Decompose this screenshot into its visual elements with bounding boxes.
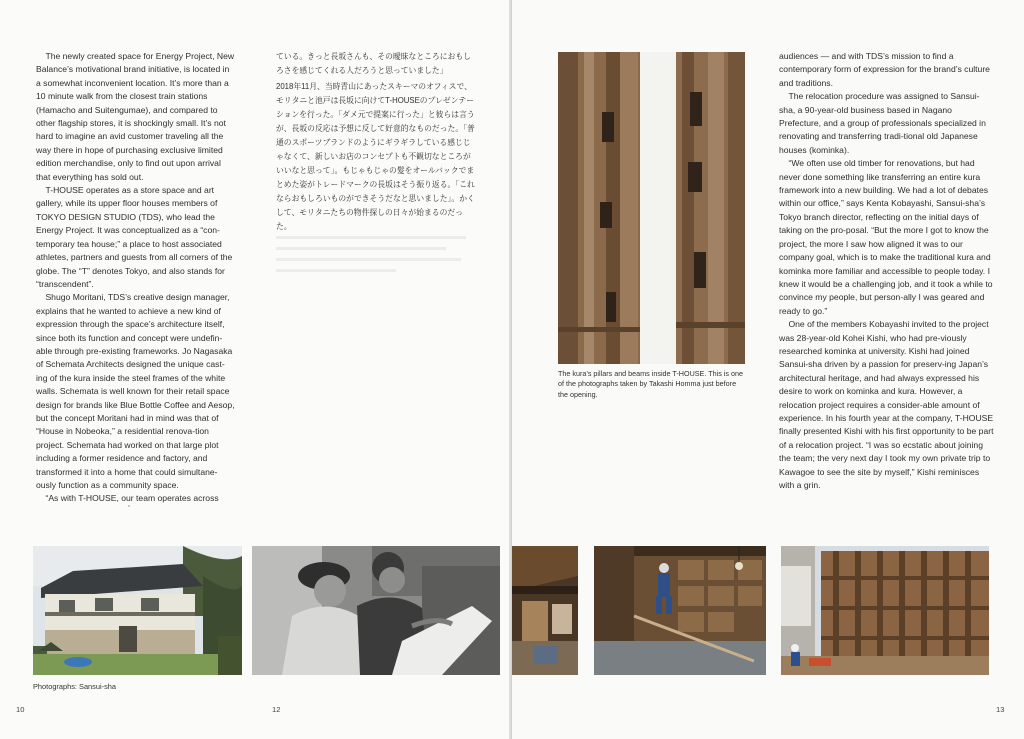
- paragraph: audiences — and with TDS’s mission to find a contemporary form of expression for the brand’s culture and traditions.: [779, 51, 990, 88]
- photo-carpenters-working: [252, 546, 500, 675]
- page-number: 12: [272, 705, 281, 714]
- photo-kura-pillars: [558, 52, 745, 364]
- photo-kura-frame-exterior: [781, 546, 989, 675]
- carpenters-image: [252, 546, 500, 675]
- photo-caption: The kura’s pillars and beams inside T-HOUSE. This is one of the photographs taken by Takashi Homma just before the opening.: [558, 369, 743, 399]
- photo-old-warehouse: [33, 546, 242, 675]
- show-through-text: [276, 228, 476, 277]
- paragraph: One of the members Kobayashi invited to the project was 28-year-old Kohei Kishi, who had pre-viously researched kominka at university. Kishi had joined Sansui-sha driven by a passion for preserv-ing Japan’s architectural heritage, and had always expressed his desire to work on kominka and kura. However, a relocation project requires a consider-able amount of experience. In his fourth year at the company, T-HOUSE finally presented Kishi with his first opportunity to be part of a relocation project. “I was so ecstatic about joining the team; the very next day I took my own private trip to Kawagoe to see the site by myself,” Kishi reminisces with a grin.: [779, 319, 994, 490]
- paragraph: “As with T-HOUSE, our team operates across: [45, 493, 219, 504]
- paragraph: “We often use old timber for renovations, but had never done something like transferring an entire kura framework into a new building. We had a lot of debates within our office,” says Kenta Kobayashi, Sansui-sha’s Tokyo branch director, reflecting on the initial days of taking on the pro-posal. “But the more I got to know the project, the more I saw how aligned it was to our company goal, which is to make the traditional kura and kominka more familiar and accessible to people today. I knew it would be a challenging job, and it took a while to convince my people, but person-ally I was geared and ready to go.”: [779, 158, 993, 316]
- paragraph: The newly created space for Energy Project, New Balance’s motivational brand initiative, is located in a somewhat inconvenient location. It’s more than a 10 minute walk from the closest train stations (Hamacho and Suitengumae), and compared to other flagship stores, it is shockingly small. It’s not hard to imagine an avid customer traveling all the way there in hope of purchasing exclusive limited edition merchandise, only to find out upon arrival that everything has sold out.: [36, 51, 235, 182]
- english-text-column-right: [779, 50, 994, 492]
- english-text-column-left: [36, 50, 236, 506]
- jp-paragraph: 2018年11月、当時青山にあったスキーマのオフィスで、モリタニと池戸は長坂に向けてT-HOUSEのプレゼンテーションを行った。「ダメ元で提案に行った」と彼らは言うが、長坂の反応は予想に反して好意的なものだった。「普通のスポーツブランドのようにギラギラしている感じじゃなくて、新しいお店のコンセプトも不観切なところがいいなと思って」。もじゃもじゃの髪をオールバックでまとめた姿がトレードマークの長坂はそう振り返る。「これならおもしろいものができそうだなと思いました」。かくして、モリタニたちの物件探しの日々が始まるのだった。: [276, 82, 475, 231]
- japanese-text-column: [276, 50, 476, 236]
- jp-paragraph: ている。きっと長坂さんも、その曖昧なところにおもしろさを感じてくれる人だろうと思っていました」: [276, 52, 471, 75]
- paper-speck: [128, 505, 130, 507]
- photo-warehouse-interior: [512, 546, 578, 675]
- photo-credit: Photographs: Sansui-sha: [33, 682, 116, 691]
- page-number: 10: [16, 705, 25, 714]
- pillars-image: [558, 52, 745, 364]
- frame-image: [781, 546, 989, 675]
- photo-worker-on-wall: [594, 546, 766, 675]
- warehouse-image: [33, 546, 242, 675]
- interior-image: [512, 546, 578, 675]
- climber-image: [594, 546, 766, 675]
- paragraph: The relocation procedure was assigned to Sansui-sha, a 90-year-old business based in Nagano Prefecture, and a group of professionals specialized in renovating and transferring tradi-tional old Japanese houses (kominka).: [779, 91, 986, 155]
- page-number: 13: [996, 705, 1005, 714]
- paragraph: T-HOUSE operates as a store space and art gallery, while its upper floor houses members of TOKYO DESIGN STUDIO (TDS), who lead the Energy Project. It was conceptualized as a “con-temporary tea house;” a place to host associated athletes, partners and guests from all corners of the globe. The “T” denotes Tokyo, and also stands for “transcendent”.: [36, 185, 233, 289]
- paragraph: Shugo Moritani, TDS’s creative design manager, explains that he wanted to achieve a new kind of expression through the space’s architecture itself, since both its function and concept were undefin-able through pre-existing frameworks. Jo Nagasaka of Schemata Architects designed the unique cast-ing of the kura inside the steel frames of the white walls. Schemata is well known for their retail space design for brands like Blue Bottle Coffee and Aesop, but the concept Moritani had in mind was that of “House in Nobeoka,” a residential renova-tion project. Schemata had worked on that large plot including a former residence and factory, and transformed it into a home that could simultane-ously function as a community space.: [36, 292, 235, 490]
- right-page: [512, 0, 1024, 739]
